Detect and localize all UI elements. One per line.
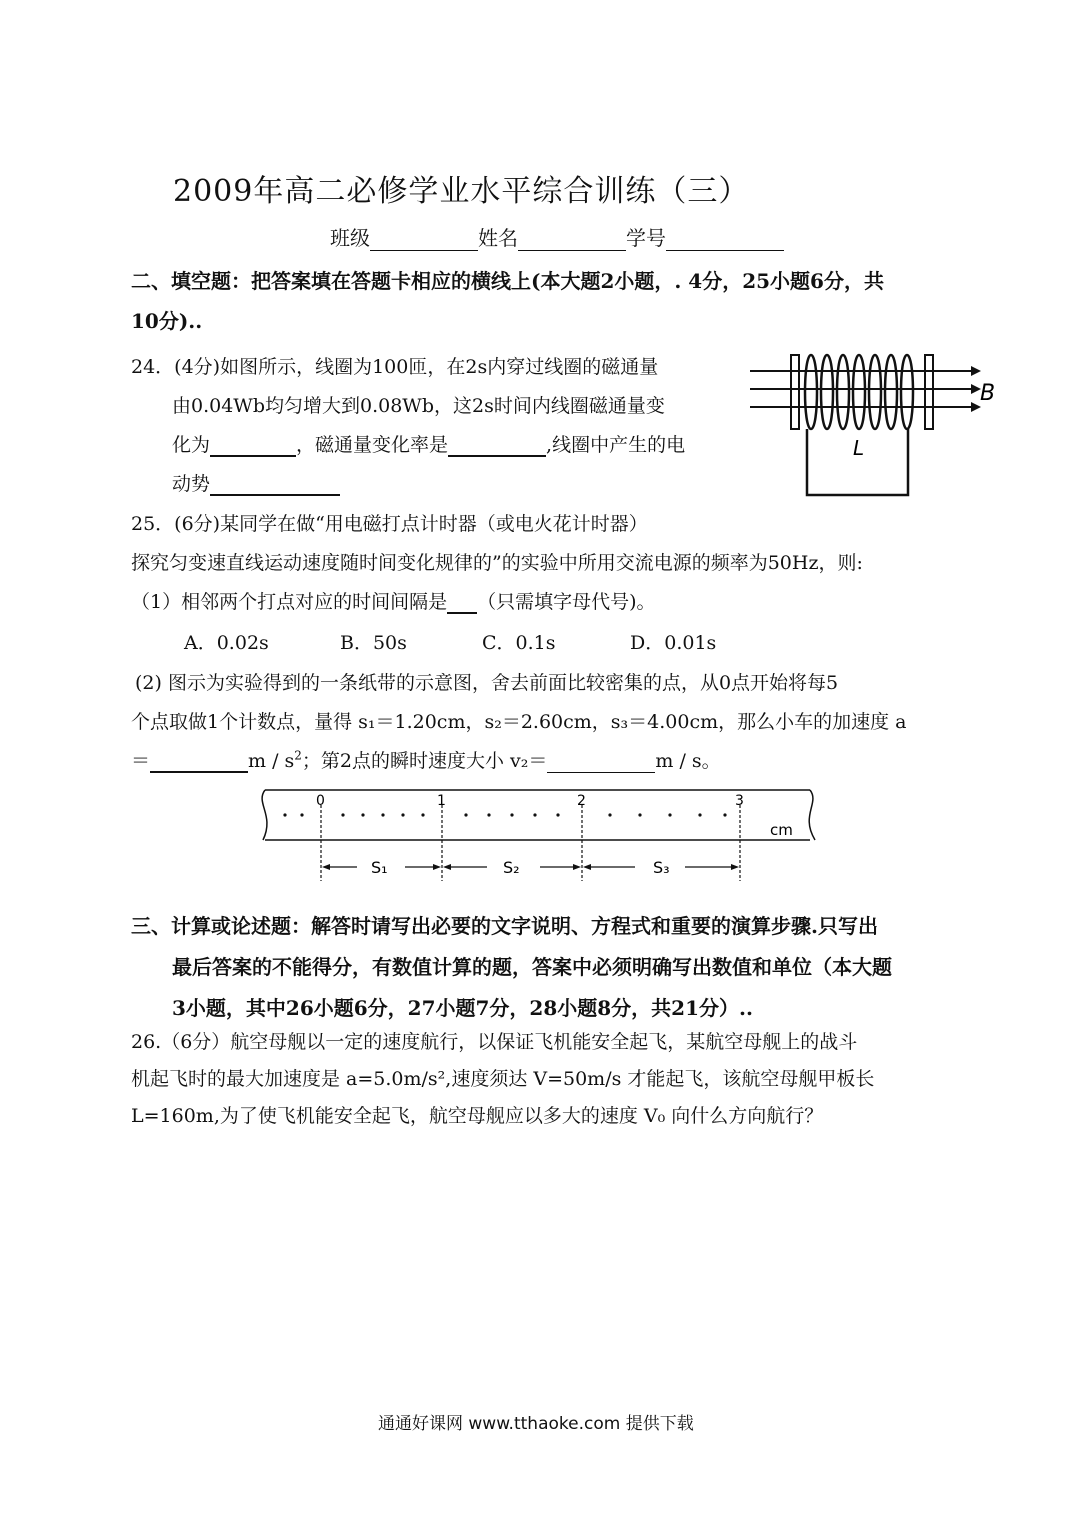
- q24-line2: 由0.04Wb均匀增大到0.08Wb，这2s时间内线圈磁通量变: [172, 395, 665, 417]
- q24-blank-2[interactable]: [448, 435, 546, 457]
- q25-sub2-text-d: m / s。: [655, 750, 721, 772]
- q25-option-a: A．0.02s: [184, 632, 269, 654]
- section3-heading-line1: 三、计算或论述题：解答时请写出必要的文字说明、方程式和重要的演算步骤.只写出: [131, 914, 878, 938]
- q25-line1: 25．(6分)某同学在做“用电磁打点计时器（或电火花计时器）: [131, 513, 648, 535]
- q24-blank-3[interactable]: [210, 474, 340, 496]
- point-label-1: 1: [437, 793, 446, 809]
- section2-heading-line2: 10分)..: [131, 309, 203, 333]
- page-title: 2009年高二必修学业水平综合训练（三）: [173, 174, 750, 209]
- label-B: B: [980, 381, 996, 406]
- q24-text-a: 化为: [172, 434, 211, 456]
- coil-windings: [805, 355, 913, 429]
- footer-text: 通通好课网 www.tthaoke.com 提供下载: [378, 1414, 694, 1434]
- q25-blank-3[interactable]: [547, 752, 655, 773]
- q25-sub1-text-a: （1）相邻两个打点对应的时间间隔是: [131, 591, 448, 613]
- class-label: 班级: [330, 226, 370, 250]
- coil-figure: [745, 345, 1005, 505]
- q25-option-c: C．0.1s: [482, 632, 556, 654]
- unit-label: cm: [770, 821, 793, 839]
- q24-text-d: 动势: [172, 473, 211, 495]
- segment-label-s1: S₁: [371, 858, 388, 877]
- label-L: L: [853, 436, 865, 460]
- student-info-line: [330, 222, 784, 251]
- q25-sub2-line3: ＝ m / $s^2$；第2点的瞬时速度大小 v₂＝ m / s。: [131, 748, 721, 772]
- section3-heading-line3: 3小题，其中26小题6分，27小题7分，28小题8分，共21分）..: [172, 996, 753, 1020]
- segment-label-s2: S₂: [503, 858, 520, 877]
- q26-line2: 机起飞时的最大加速度是 a=5.0m/s²,速度须达 V=50m/s 才能起飞，该航空母舰甲板长: [131, 1068, 875, 1090]
- point-label-0: 0: [316, 793, 325, 809]
- q24-text-b: ，磁通量变化率是: [296, 434, 449, 456]
- q26-line1: 26.（6分）航空母舰以一定的速度航行，以保证飞机能安全起飞，某航空母舰上的战斗: [131, 1031, 858, 1053]
- arrow-icon: [971, 366, 981, 376]
- class-blank[interactable]: [370, 228, 478, 251]
- tape-dots: [283, 813, 726, 816]
- q25-sub2-text-a: ＝: [131, 750, 151, 772]
- point-label-3: 3: [735, 793, 744, 809]
- q25-sub1: [131, 587, 656, 614]
- name-label: 姓名: [478, 226, 518, 250]
- point-label-2: 2: [577, 793, 586, 809]
- section2-heading-line1: 二、填空题：把答案填在答题卡相应的横线上(本大题2小题，. 4分，25小题6分，共: [131, 269, 884, 293]
- id-blank[interactable]: [666, 228, 784, 251]
- field-lines: [750, 371, 973, 407]
- q25-option-b: B．50s: [340, 632, 407, 654]
- q24-line3: [172, 430, 685, 457]
- q25-blank-1[interactable]: [447, 592, 477, 614]
- q25-option-d: D．0.01s: [630, 632, 717, 654]
- id-label: 学号: [626, 226, 666, 250]
- q24-line4: [172, 469, 340, 496]
- q26-line3: L=160m,为了使飞机能安全起飞，航空母舰应以多大的速度 V₀ 向什么方向航行？: [131, 1105, 824, 1127]
- q24-text-c: ,线圈中产生的电: [546, 434, 686, 456]
- q25-sub2-text-c: ；第2点的瞬时速度大小 v₂＝: [301, 750, 548, 772]
- name-blank[interactable]: [518, 228, 626, 251]
- q25-line2: 探究匀变速直线运动速度随时间变化规律的”的实验中所用交流电源的频率为50Hz，则:: [131, 552, 863, 574]
- paper-tape-figure: [255, 785, 825, 887]
- section3-heading-line2: 最后答案的不能得分，有数值计算的题，答案中必须明确写出数值和单位（本大题: [172, 955, 892, 979]
- q25-sub2-line2: 个点取做1个计数点，量得 s₁＝1.20cm，s₂＝2.60cm，s₃＝4.00cm，那么小车的加速度 a: [131, 711, 907, 733]
- q25-sub2-text-b: m / s: [248, 750, 295, 772]
- q25-sub2-line1: (2) 图示为实验得到的一条纸带的示意图，舍去前面比较密集的点，从0点开始将每5: [135, 672, 839, 694]
- q24-line1: 24．(4分)如图所示，线圈为100匝，在2s内穿过线圈的磁通量: [131, 356, 659, 378]
- q25-sub1-text-b: （只需填字母代号)。: [477, 591, 656, 613]
- q25-blank-2[interactable]: [150, 751, 248, 773]
- q24-blank-1[interactable]: [210, 435, 296, 457]
- segment-label-s3: S₃: [653, 858, 670, 877]
